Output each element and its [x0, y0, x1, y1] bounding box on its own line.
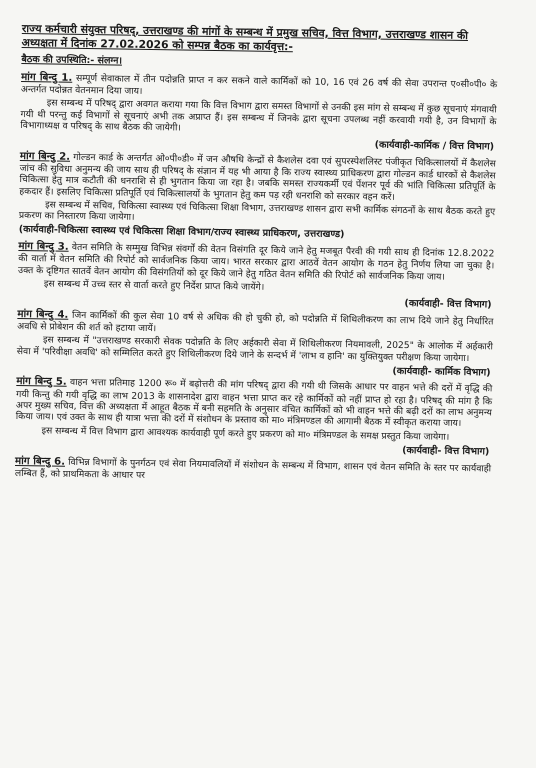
demand-point-heading: मांग बिन्दु 1.	[21, 71, 73, 84]
demand-point-text: सम्पूर्ण सेवाकाल में तीन पदोन्नति प्राप्त न कर सकने वाले कार्मिकों को 10, 16 एवं 26 वर्ष की सेवा उपरान्त ए०सी०पी० के अन्तर्गत पदोन्नत वेतनमान दिया जाय।	[20, 72, 498, 97]
demand-point-text: गोल्डन कार्ड के अन्तर्गत ओ०पी०डी० में जन औषधि केन्द्रों से कैशलेस दवा एवं सुपरस्पेशलिस्ट पंजीकृत चिकित्सालयों में कैशलेस जांच की सुविधा अनुमन्य की जाय साथ ही परिषद् के संज्ञान में यह भी आया है कि राज्य स्वास्थ्य प्राधिकरण द्वारा गोल्डन कार्ड धारकों से कैशलेस चिकित्सा हेतु मात्र कटौती की धनराशि से ही भुगतान किया जा रहा है। जबकि समस्त राज्यकर्मी एवं पेंशनर पूर्व की भांति चिकित्सा प्रतिपूर्ति के हकदार हैं। इसलिए चिकित्सा प्रतिपूर्ति एवं चिकित्सालयों के भुगतान हेतु कम पड़ रही धनराशि को सरकार वहन करें।	[19, 151, 496, 203]
demand-point-heading: मांग बिन्दु 6.	[15, 455, 66, 468]
attendance-line: बैठक की उपस्थिति:- संलग्न।	[21, 54, 123, 67]
demand-point-heading: मांग बिन्दु 4.	[17, 308, 69, 321]
document-sheet	[15, 22, 498, 491]
demand-point-text: वाहन भत्ता प्रतिमाह 1200 रू० में बढ़ोत्तरी की मांग परिषद् द्वारा की गयी थी जिसके आधार पर वाहन भत्ते की दरों में वृद्धि की गयी किन्तु की गयी वृद्धि का लाभ 2013 के शासनादेश द्वारा वाहन भत्ता प्राप्त कर रहे कार्मिकों को नहीं प्राप्त हो रहा है। परिषद् की मांग है कि अपर मुख्य सचिव, वित्त की अध्यक्षता में आहूत बैठक में बनी सहमति के अनुसार वंचित कार्मिकों को भी वाहन भत्ते की बढ़ी दरों का लाभ अनुमन्य किया जाय। एवं उक्त के साथ ही यात्रा भत्ता की दरों में संशोधन के प्रस्ताव को मा० मंत्रिमण्डल की आगामी बैठक में स्वीकृत कराया जाय।	[15, 377, 493, 430]
action-line: (कार्यवाही- वित्त विभाग)	[402, 444, 490, 458]
action-line: (कार्यवाही-कार्मिक / वित्त विभाग)	[374, 139, 495, 153]
demand-point-paragraph: इस सम्बन्ध में वित्त विभाग द्वारा आवश्यक कार्यवाही पूर्ण करते हुए प्रकरण को मा० मंत्रिमण्डल के समक्ष प्रस्तुत किया जायेगा।	[41, 424, 450, 443]
demand-point-text: विभिन्न विभागों के पुनर्गठन एवं सेवा नियमावलियों में संशोधन के सम्बन्ध में विभाग, शासन एवं वेतन समिति के स्तर पर कार्यवाही लम्बित हैं, को प्राथमिकता के आधार पर	[14, 456, 492, 481]
action-line: (कार्यवाही- वित्त विभाग)	[404, 298, 492, 311]
demand-point-5	[15, 376, 492, 457]
demand-point-text: जिन कार्मिकों की कुल सेवा 10 वर्ष से अधिक की हो चुकी हो, को पदोन्नति में शिथिलीकरण का लाभ दिये जाने हेतु निर्धारित अवधि से प्रोबेशन की शर्त को हटाया जायें।	[17, 309, 494, 335]
action-line: (कार्यवाही- कार्मिक विभाग)	[392, 365, 491, 379]
demand-point-6	[15, 455, 491, 486]
demand-point-heading: मांग बिन्दु 5.	[16, 376, 67, 389]
action-line: (कार्यवाही-चिकित्सा स्वास्थ्य एवं चिकित्सा शिक्षा विभाग/राज्य स्वास्थ्य प्राधिकरण, उत्तराखण्ड)	[18, 224, 345, 241]
demand-point-paragraph: इस सम्बन्ध में परिषद् द्वारा अवगत कराया गया कि वित्त विभाग द्वारा समस्त विभागों से उनकी इस मांग से सम्बन्ध में कुछ सूचनाएं मंगवायी गयी थी परन्तु कई विभागों से सूचनाएं अभी तक अप्राप्त हैं। इस सम्बन्ध में जिनके द्वारा सूचना उपलब्ध नहीं करवायी गयी है, उन विभागों के विभागाध्यक्ष व परिषद् के साथ बैठक की जायेगी।	[20, 97, 497, 134]
demand-point-1	[20, 72, 497, 153]
demand-point-3	[18, 241, 495, 311]
demand-point-4	[17, 309, 494, 379]
demand-point-paragraph: इस सम्बन्ध में सचिव, चिकित्सा स्वास्थ्य एवं चिकित्सा शिक्षा विभाग, उत्तराखण्ड शासन द्वारा सभी कार्मिक संगठनों के साथ बैठक करते हुए प्रकरण का निस्तारण किया जायेगा।	[18, 199, 496, 223]
demand-point-paragraph: इस सम्बन्ध में उच्च स्तर से वार्ता करते हुए निर्देश प्राप्त किये जायेंगे।	[43, 278, 265, 293]
demand-point-heading: मांग बिन्दु 3.	[18, 240, 69, 253]
demand-point-paragraph: इस सम्बन्ध में "उत्तराखण्ड सरकारी सेवक पदोन्नति के लिए अर्हकारी सेवा में शिथिलीकरण नियमावली, 2025" के आलोक में अर्हकारी सेवा में 'परिवीक्षा अवधि' को सम्मिलित करते हुए शिथिलीकरण दिये जाने के सन्दर्भ में 'लाभ व हानि' का युक्तियुक्त परीक्षण किया जायेगा।	[16, 334, 494, 364]
demand-point-2	[19, 151, 496, 244]
demand-point-text: वेतन समिति के सम्मुख विभिन्न संवर्गों की वेतन विसंगति दूर किये जाने हेतु मजबूत पैरवी की गयी साथ ही दिनांक 12.8.2022 की वार्ता में वेतन समिति की रिपोर्ट को सार्वजनिक किया जाय। भारत सरकार द्वारा आठवें वेतन आयोग के गठन हेतु निर्णय लिया जा चुका है। उक्त के दृष्टिगत सातवें वेतन आयोग की विसंगतियों को दूर किये जाने हेतु गठित वेतन समिति की रिपोर्ट को सार्वजनिक किया जाय।	[18, 241, 495, 283]
demand-point-heading: मांग बिन्दु 2.	[19, 150, 71, 163]
document-title: राज्य कर्मचारी संयुक्त परिषद्, उत्तराखण्ड की मांगों के सम्बन्ध में प्रमुख सचिव, वित्त विभाग, उत्तराखण्ड शासन की अध्यक्षता में दिनांक 27.02.2026 को सम्पन्न बैठक का कार्यवृत्त:-	[21, 22, 469, 54]
